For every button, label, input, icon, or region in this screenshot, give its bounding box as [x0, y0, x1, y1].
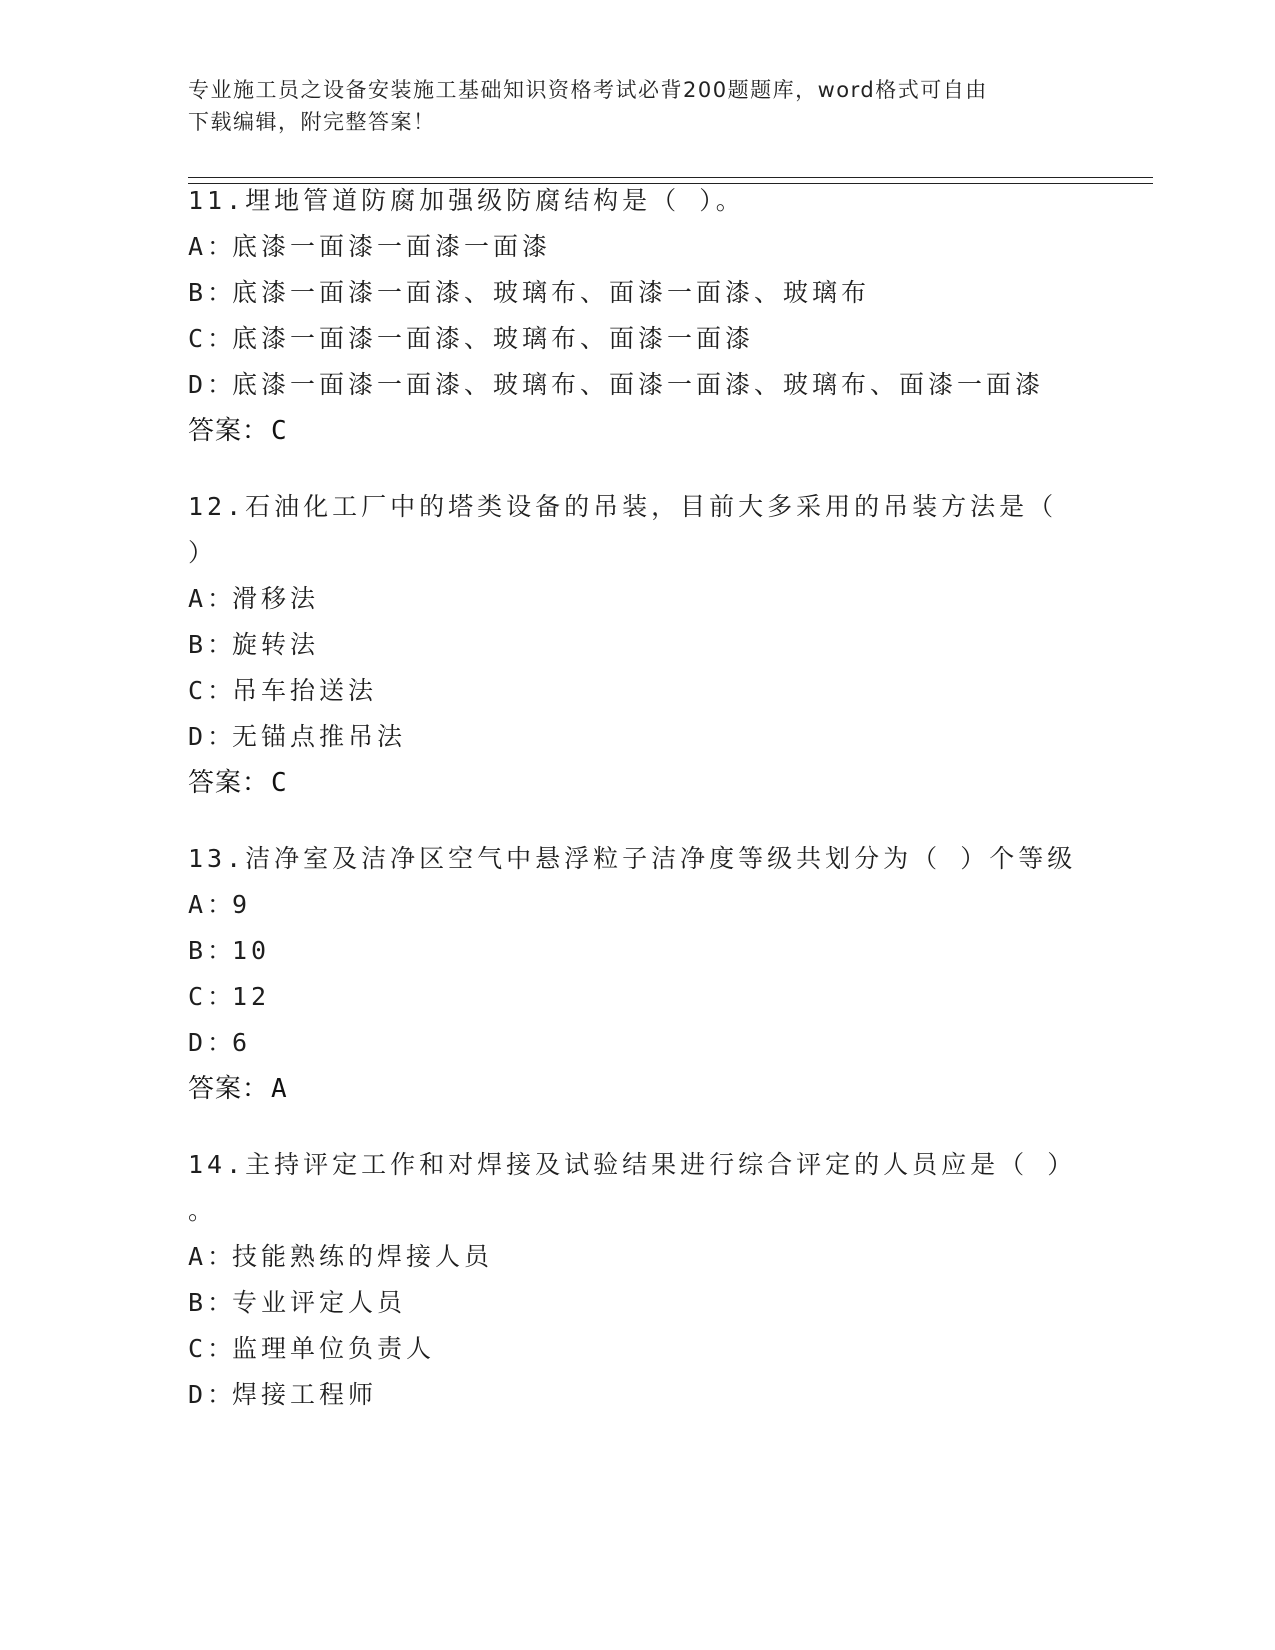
answer-value: C	[271, 768, 288, 798]
option-text: 无锚点推吊法	[232, 722, 407, 751]
option-key: D：	[188, 1028, 237, 1057]
option-text: 12	[232, 982, 271, 1011]
option-key: D：	[188, 722, 237, 751]
option-key: B：	[188, 630, 237, 659]
option-d	[188, 714, 1068, 760]
option-key: D：	[188, 370, 237, 399]
option-text: 技能熟练的焊接人员	[232, 1242, 494, 1271]
option-text: 滑移法	[232, 584, 320, 613]
option-b	[188, 1280, 1068, 1326]
option-c	[188, 974, 1068, 1020]
option-c	[188, 1326, 1068, 1372]
option-text: 底漆一面漆一面漆、玻璃布、面漆一面漆、玻璃布	[232, 278, 871, 307]
option-text: 底漆一面漆一面漆、玻璃布、面漆一面漆、玻璃布、面漆一面漆	[232, 370, 1045, 399]
option-text: 底漆一面漆一面漆、玻璃布、面漆一面漆	[232, 324, 755, 353]
option-a	[188, 576, 1068, 622]
option-text: 底漆一面漆一面漆一面漆	[232, 232, 552, 261]
option-b	[188, 270, 1068, 316]
option-a	[188, 882, 1068, 928]
option-text: 焊接工程师	[232, 1380, 378, 1409]
question-stem-continued: 。	[188, 1196, 218, 1225]
option-text: 9	[232, 890, 252, 919]
answer-label: 答案：	[188, 416, 270, 446]
answer-line	[188, 408, 1068, 454]
option-key: B：	[188, 936, 237, 965]
question-13	[188, 836, 1077, 1112]
option-key: A：	[188, 890, 237, 919]
option-key: D：	[188, 1380, 237, 1409]
option-text: 监理单位负责人	[232, 1334, 436, 1363]
answer-value: C	[271, 416, 288, 446]
option-key: C：	[188, 324, 237, 353]
answer-label: 答案：	[188, 1074, 270, 1104]
option-a	[188, 1234, 1068, 1280]
option-key: A：	[188, 1242, 237, 1271]
answer-label: 答案：	[188, 768, 270, 798]
question-stem: 12.石油化工厂中的塔类设备的吊装，目前大多采用的吊装方法是（	[188, 492, 1058, 521]
answer-line	[188, 1066, 1068, 1112]
question-11	[188, 178, 1068, 454]
question-14	[188, 1142, 1077, 1418]
question-stem: 14.主持评定工作和对焊接及试验结果进行综合评定的人员应是（ ）	[188, 1150, 1077, 1179]
question-stem-continued: ）	[188, 538, 218, 567]
option-key: C：	[188, 1334, 237, 1363]
question-stem: 11.埋地管道防腐加强级防腐结构是（ ）。	[188, 186, 745, 215]
option-text: 旋转法	[232, 630, 320, 659]
option-text: 6	[232, 1028, 252, 1057]
question-12	[188, 484, 1068, 806]
option-key: B：	[188, 1288, 237, 1317]
header-line-2: 下载编辑，附完整答案！	[188, 110, 436, 134]
option-c	[188, 668, 1068, 714]
question-stem: 13.洁净室及洁净区空气中悬浮粒子洁净度等级共划分为（ ）个等级	[188, 844, 1077, 873]
answer-line	[188, 760, 1068, 806]
option-key: B：	[188, 278, 237, 307]
document-header	[188, 74, 1068, 138]
option-text: 10	[232, 936, 271, 965]
option-b	[188, 622, 1068, 668]
option-d	[188, 1372, 1068, 1418]
answer-value: A	[271, 1074, 288, 1104]
option-key: C：	[188, 982, 237, 1011]
option-text: 专业评定人员	[232, 1288, 407, 1317]
option-c	[188, 316, 1068, 362]
option-d	[188, 362, 1068, 408]
option-a	[188, 224, 1068, 270]
option-key: A：	[188, 584, 237, 613]
header-line-1: 专业施工员之设备安装施工基础知识资格考试必背200题题库，word格式可自由	[188, 78, 988, 102]
option-d	[188, 1020, 1068, 1066]
option-b	[188, 928, 1068, 974]
option-text: 吊车抬送法	[232, 676, 378, 705]
option-key: C：	[188, 676, 237, 705]
option-key: A：	[188, 232, 237, 261]
